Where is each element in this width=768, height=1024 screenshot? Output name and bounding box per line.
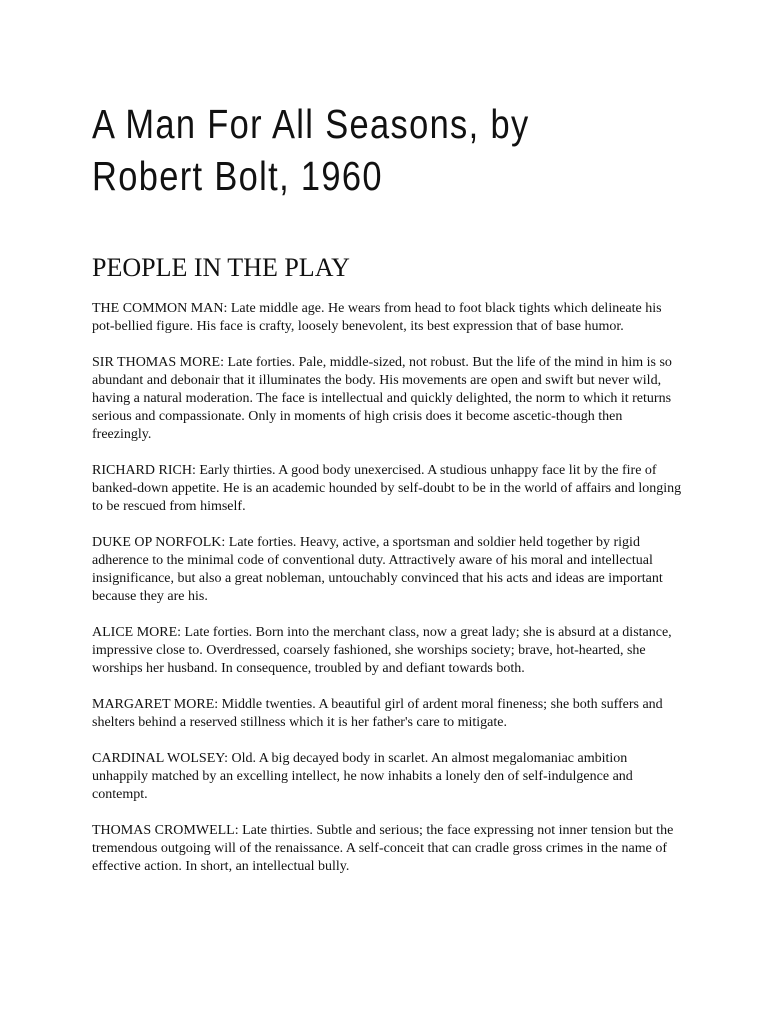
document-title — [92, 98, 680, 202]
character-entry-thomas-more: SIR THOMAS MORE: Late forties. Pale, middle-sized, not robust. But the life of the mind in him is so abundant and debonair that it illuminates the body. His movements are open and swift but never wild, having a natural moderation. The face is intellectual and quickly delighted, the norm to which it returns serious and compassionate. Only in moments of high crisis does it become ascetic-though then freezingly. — [92, 355, 672, 442]
character-entry-cardinal-wolsey: CARDINAL WOLSEY: Old. A big decayed body in scarlet. An almost megalomaniac ambition unhappily matched by an excelling intellect, he now inhabits a lonely den of self-indulgence and contempt. — [92, 751, 633, 802]
character-entry-margaret-more: MARGARET MORE: Middle twenties. A beautiful girl of ardent moral fineness; she both suffers and shelters behind a reserved stillness which it is her father's care to mitigate. — [92, 697, 663, 730]
character-list — [92, 300, 682, 876]
character-entry-common-man: THE COMMON MAN: Late middle age. He wears from head to foot black tights which delineate his pot-bellied figure. His face is crafty, loosely benevolent, its best expression that of base humor. — [92, 301, 662, 334]
document-title-line-1: A Man For All Seasons, by — [92, 101, 530, 147]
character-entry-alice-more: ALICE MORE: Late forties. Born into the merchant class, now a great lady; she is absurd at a distance, impressive close to. Overdressed, coarsely fashioned, she worships society; brave, hot-hearted, she worships her husband. In consequence, troubled by and defiant towards both. — [92, 625, 672, 676]
character-entry-duke-of-norfolk: DUKE OP NORFOLK: Late forties. Heavy, active, a sportsman and soldier held together by rigid adherence to the minimal code of conventional duty. Attractively aware of his moral and intellectual insignificance, but also a great nobleman, untouchably convinced that his acts and ideas are important because they are his. — [92, 535, 663, 604]
document-page — [92, 98, 682, 894]
document-title-line-2: Robert Bolt, 1960 — [92, 153, 383, 199]
character-entry-thomas-cromwell: THOMAS CROMWELL: Late thirties. Subtle and serious; the face expressing not inner tension but the tremendous outgoing will of the renaissance. A self-conceit that can cradle gross crimes in the name of effective action. In short, an intellectual bully. — [92, 823, 674, 874]
section-heading: PEOPLE IN THE PLAY — [92, 253, 350, 282]
character-entry-richard-rich: RICHARD RICH: Early thirties. A good body unexercised. A studious unhappy face lit by the fire of banked-down appetite. He is an academic hounded by self-doubt to be in the world of affairs and longing to be rescued from himself. — [92, 463, 682, 514]
